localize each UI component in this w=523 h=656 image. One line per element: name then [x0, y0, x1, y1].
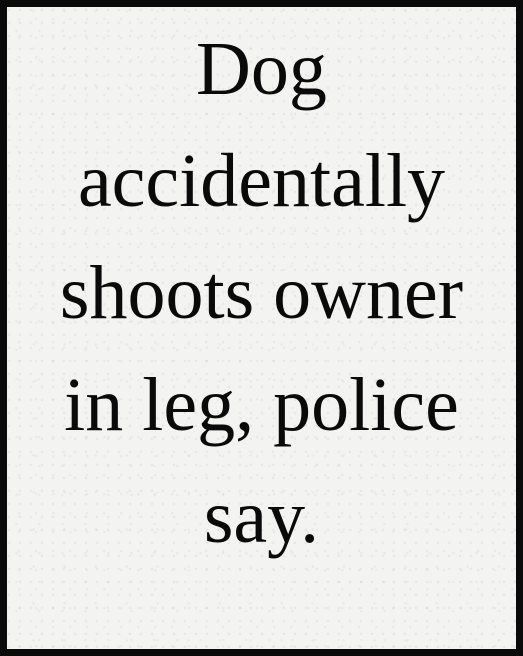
headline-line: Dog: [196, 27, 327, 111]
headline-line: shoots owner: [59, 251, 464, 335]
headline-line: say.: [203, 475, 320, 559]
headline: [7, 13, 516, 573]
headline-line: in leg, police: [64, 363, 459, 447]
headline-line: accidentally: [77, 139, 446, 223]
